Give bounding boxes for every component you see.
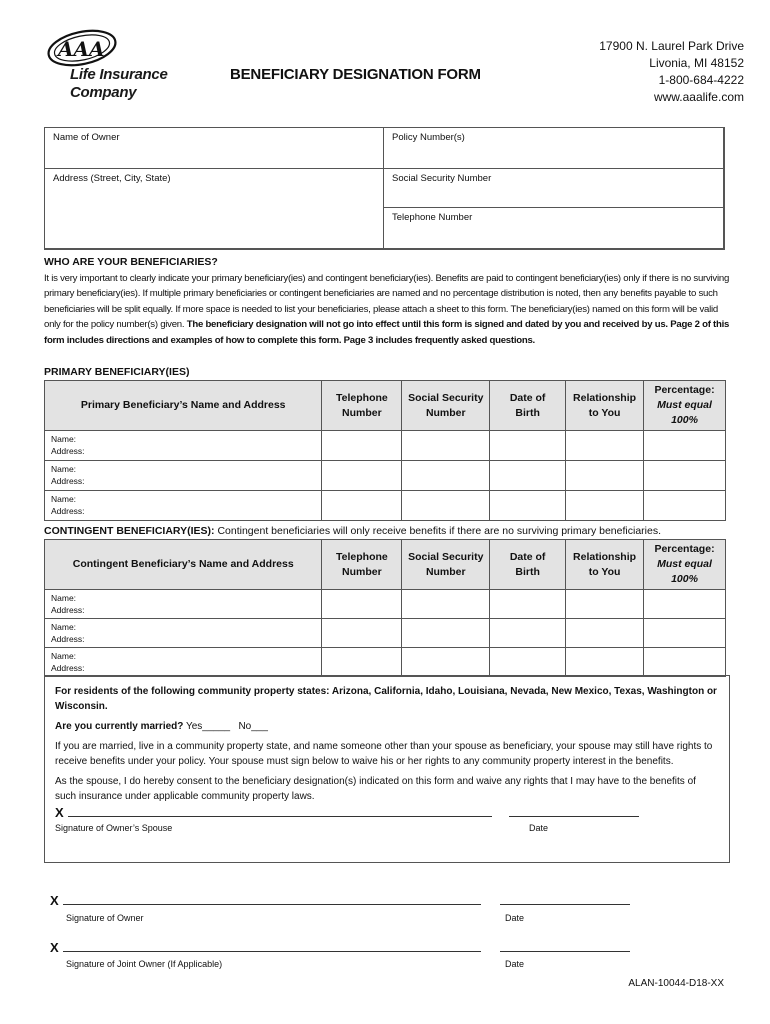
who-paragraph [44,271,730,348]
joint-date-label: Date [505,959,525,969]
spouse-signature-line[interactable] [68,806,492,817]
joint-x-mark: X [50,940,59,955]
spouse-signature-row [55,805,719,821]
owner-name-field[interactable] [44,127,384,169]
who-text: It is very important to clearly indicate your primary beneficiary(ies) and contingent beneficiary(ies). Benefits are paid to contingent beneficiary(ies) only if there is no surviving primary beneficiary(ies). If multiple primary beneficiaries or contingent beneficiaries are named and no percentage distribution is noted, then any benefits payable to such beneficiaries will be split equally. If more space is needed to list your beneficiaries, please attach a sheet to this form. The beneficiary(ies) named on this form will be valid only for the policy number(s) given. [44,273,730,331]
owner-signature-label: Signature of Owner [66,913,144,923]
owner-x-mark: X [50,893,59,908]
joint-date-line[interactable] [500,941,630,952]
col-header-percentage: Percentage: Must equal 100% [644,381,726,431]
who-bold-text: The beneficiary designation will not go into effect until this form is signed and dated by you and received by us. Page 2 of this form includes directions and examples of how to complete this form. Page 3 includes frequently asked questions. [44,319,730,346]
married-yes[interactable]: Yes_____ [185,721,231,732]
table-header-row [45,540,726,590]
table-row[interactable]: Name: Address: [45,491,726,521]
married-no[interactable]: No___ [238,721,268,732]
col-header-phone: Telephone Number [322,540,402,590]
col-header-name: Contingent Beneficiary’s Name and Address [45,540,322,590]
ssn-label: Social Security Number [392,173,492,184]
who-heading: WHO ARE YOUR BENEFICIARIES? [44,256,218,268]
col-header-relationship: Relationship to You [566,381,644,431]
community-states-text: For residents of the following community property states: Arizona, California, Idaho, Louisiana, Nevada, New Mexico, Texas, Washington or Wisconsin. [55,686,717,712]
contingent-beneficiary-table [44,539,726,677]
policy-number-label: Policy Number(s) [392,132,465,143]
address-line1: 17900 N. Laurel Park Drive [599,39,744,53]
website: www.aaalife.com [653,90,744,104]
owner-info-box [44,127,724,249]
ssn-field[interactable] [383,168,725,208]
table-row[interactable]: Name: Address: [45,648,726,677]
table-row[interactable]: Name: Address: [45,431,726,461]
col-header-dob: Date of Birth [490,540,566,590]
community-property-box [44,675,730,863]
table-row[interactable]: Name: Address: [45,461,726,491]
owner-date-line[interactable] [500,894,630,905]
table-row[interactable]: Name: Address: [45,590,726,619]
spouse-date-line[interactable] [509,806,639,817]
owner-name-label: Name of Owner [53,132,120,143]
owner-address-field[interactable] [44,168,384,250]
col-header-phone: Telephone Number [322,381,402,431]
primary-heading: PRIMARY BENEFICIARY(IES) [44,366,190,378]
community-para2: As the spouse, I do hereby consent to the beneficiary designation(s) indicated on this form and waive any rights that I may have to the benefits of such insurance under applicable community property laws. [55,776,696,802]
table-row[interactable]: Name: Address: [45,619,726,648]
company-address [599,38,744,106]
col-header-name: Primary Beneficiary’s Name and Address [45,381,322,431]
form-title: BENEFICIARY DESIGNATION FORM [230,66,481,83]
logo-line1: Life Insurance [70,66,168,83]
telephone-label: Telephone Number [392,212,473,223]
joint-signature-line[interactable] [63,941,481,952]
col-header-ssn: Social Security Number [402,381,490,431]
owner-signature-row [50,892,650,910]
spouse-date-label: Date [529,823,549,833]
table-header-row [45,381,726,431]
policy-number-field[interactable] [383,127,725,169]
contingent-heading: CONTINGENT BENEFICIARY(IES): Contingent beneficiaries will only receive benefits if there are no surviving primary beneficiaries. [44,525,661,537]
married-question: Are you currently married? Yes_____ No___ [55,721,268,732]
logo-line2: Company [70,84,137,101]
col-header-relationship: Relationship to You [566,540,644,590]
col-header-percentage: Percentage: Must equal 100% [644,540,726,590]
spouse-x-mark: X [55,805,64,820]
owner-date-label: Date [505,913,525,923]
spouse-signature-label: Signature of Owner’s Spouse [55,823,173,833]
col-header-ssn: Social Security Number [402,540,490,590]
primary-beneficiary-table [44,380,726,521]
aaa-logo-icon [44,26,134,70]
logo-main-text: AAA [58,37,105,61]
owner-address-label: Address (Street, City, State) [53,173,171,184]
phone-number: 1-800-684-4222 [658,73,744,87]
joint-signature-row [50,939,650,957]
form-code: ALAN-10044-D18-XX [628,978,724,989]
joint-signature-label: Signature of Joint Owner (If Applicable) [66,959,223,969]
address-line2: Livonia, MI 48152 [649,56,744,70]
community-para1: If you are married, live in a community property state, and name someone other than your spouse as beneficiary, your spouse may still have rights to receive benefits under your policy. Your spouse must sign below to waive his or her rights to any community property interest in the benefits. [55,741,713,767]
owner-signature-line[interactable] [63,894,481,905]
spouse-signature-labels [55,821,719,835]
telephone-field[interactable] [383,207,725,250]
col-header-dob: Date of Birth [490,381,566,431]
